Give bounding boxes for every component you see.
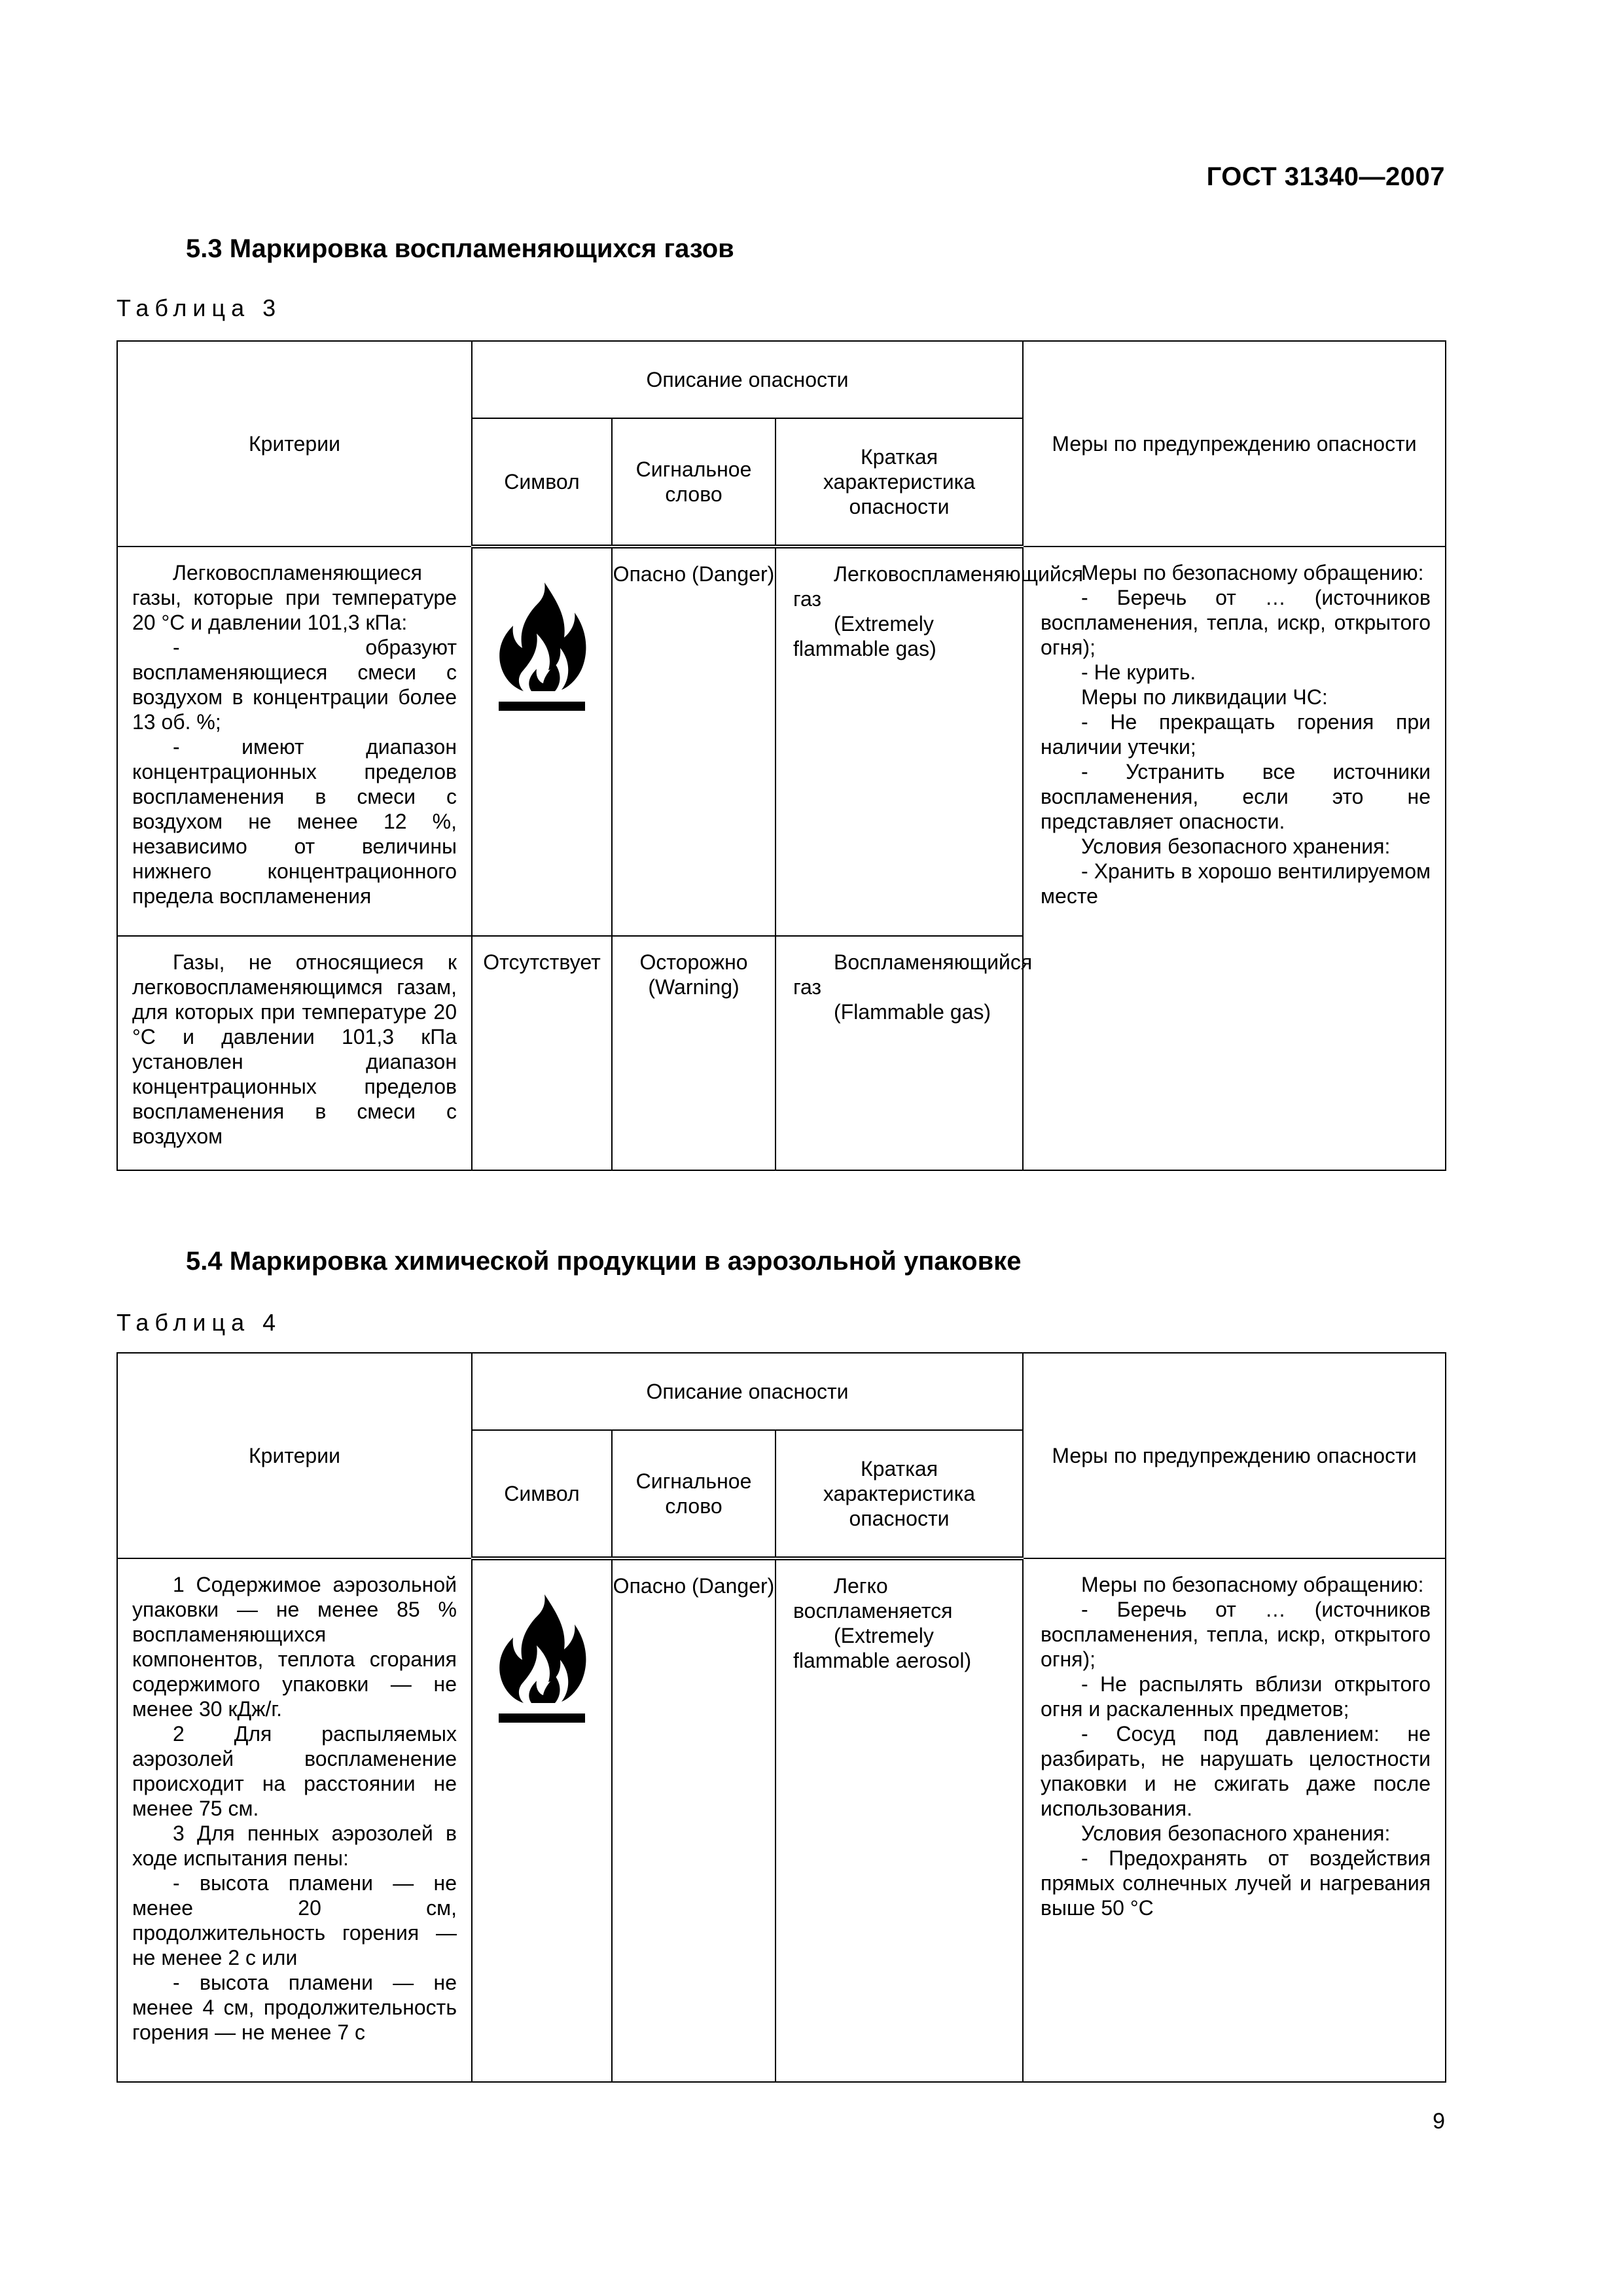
aerosol-symbol: [472, 1558, 612, 2082]
row2-symbol: Отсутствует: [472, 936, 612, 1170]
row2-short-characteristic: Воспламеняющийся газ (Flammable gas): [776, 936, 1023, 1170]
table-label-3: Таблица 3: [116, 295, 282, 321]
aerosol-short-characteristic: Легко воспламеняется (Extremely flammable aerosol): [776, 1558, 1023, 2082]
section-heading-5-4: 5.4 Маркировка химической продукции в аэрозольной упаковке: [186, 1247, 1022, 1276]
header-short-characteristic: Краткая характеристика опасности: [776, 1430, 1023, 1558]
row1-symbol: [472, 547, 612, 936]
row1-short-characteristic: Легковоспламеняющийся газ (Extremely flammable gas): [776, 547, 1023, 936]
row1-signal-word: Опасно (Danger): [612, 547, 776, 936]
header-prevention-measures: Меры по предупреждению опасности: [1023, 341, 1446, 547]
flame-icon: [493, 1592, 590, 1729]
header-hazard-description: Описание опасности: [472, 341, 1023, 418]
row1-criteria: Легковоспламеняющиеся газы, которые при температуре 20 °C и давлении 101,3 кПа: - образуют воспламеняющиеся смеси с воздухом в концентрации более 13 об. %; - имеют диапазон концентрационных пределов воспламенения в смеси с воздухом не менее 12 %, независимо от величины нижнего концентрационного предела воспламенения: [117, 547, 472, 936]
aerosol-signal-word: Опасно (Danger): [612, 1558, 776, 2082]
header-prevention-measures: Меры по предупреждению опасности: [1023, 1353, 1446, 1558]
header-signal-word: Сигнальное слово: [612, 418, 776, 547]
header-criteria: Критерии: [117, 341, 472, 547]
table-label-4: Таблица 4: [116, 1309, 282, 1336]
header-signal-word: Сигнальное слово: [612, 1430, 776, 1558]
header-symbol: Символ: [472, 418, 612, 547]
row2-signal-word: Осторожно (Warning): [612, 936, 776, 1170]
header-hazard-description: Описание опасности: [472, 1353, 1023, 1430]
section-heading-5-3: 5.3 Маркировка воспламеняющихся газов: [186, 234, 734, 263]
table-3: [116, 340, 1446, 1171]
measures-table-4: Меры по безопасному обращению: - Беречь от … (источников воспламенения, тепла, искр, открытого огня); - Не распылять вблизи открытого огня и раскаленных предметов; - Сосуд под давлением: не разбирать, не нарушать целостности упаковки и не сжигать даже после использования. Условия безопасного хранения: - Предохранять от воздействия прямых солнечных лучей и нагревания выше 50 °C: [1023, 1558, 1446, 2082]
measures-table-3: Меры по безопасному обращению: - Беречь от … (источников воспламенения, тепла, искр, открытого огня); - Не курить. Меры по ликвидации ЧС: - Не прекращать горения при наличии утечки; - Устранить все источники воспламенения, если это не представляет опасности. Условия безопасного хранения: - Хранить в хорошо вентилируемом месте: [1023, 547, 1446, 1170]
page-number: 9: [1433, 2109, 1445, 2134]
standard-number: ГОСТ 31340—2007: [1206, 162, 1445, 191]
table-4: [116, 1352, 1446, 2083]
header-criteria: Критерии: [117, 1353, 472, 1558]
header-short-characteristic: Краткая характеристика опасности: [776, 418, 1023, 547]
aerosol-criteria: 1 Содержимое аэрозольной упаковки — не менее 85 % воспламеняющихся компонентов, теплота сгорания содержимого упаковки — не менее 30 кДж/г. 2 Для распыляемых аэрозолей воспламенение происходит на расстоянии не менее 75 см. 3 Для пенных аэрозолей в ходе испытания пены: - высота пламени — не менее 20 см, продолжительность горения — не менее 2 с или - высота пламени — не менее 4 см, продолжительность горения — не менее 7 с: [117, 1558, 472, 2082]
header-symbol: Символ: [472, 1430, 612, 1558]
flame-icon: [493, 580, 590, 717]
row2-criteria: Газы, не относящиеся к легковоспламеняющимся газам, для которых при температуре 20 °C и давлении 101,3 кПа установлен диапазон концентрационных пределов воспламенения в смеси с воздухом: [117, 936, 472, 1170]
